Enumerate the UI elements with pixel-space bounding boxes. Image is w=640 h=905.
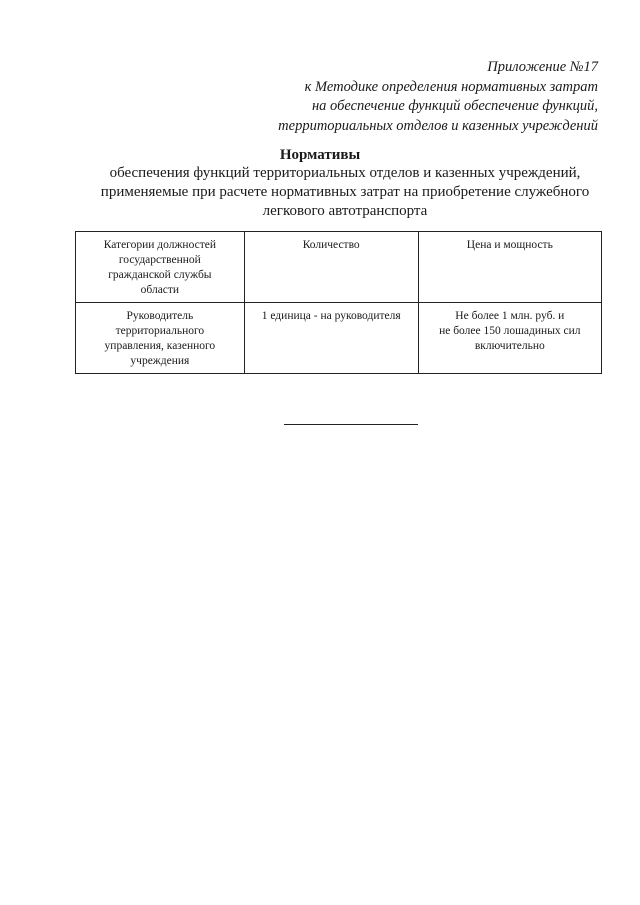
closing-divider-line bbox=[284, 424, 418, 425]
cell-line: управления, казенного bbox=[104, 340, 216, 352]
document-title: Нормативы bbox=[279, 147, 361, 163]
cell-line: Количество bbox=[302, 239, 360, 251]
subtitle-line: обеспечения функций территориальных отделов и казенных учреждений, bbox=[109, 165, 581, 181]
header-cell-position-categories bbox=[76, 232, 245, 303]
cell-line: территориального bbox=[115, 325, 205, 337]
cell-line: области bbox=[140, 284, 180, 296]
appendix-line: к Методике определения нормативных затрат bbox=[304, 78, 598, 95]
cell-position bbox=[76, 303, 245, 374]
cell-price-power bbox=[418, 303, 601, 374]
header-cell-quantity bbox=[244, 232, 418, 303]
header-cell-price-power bbox=[418, 232, 601, 303]
norms-table bbox=[75, 231, 602, 374]
cell-line: Не более 1 млн. руб. и bbox=[455, 310, 565, 322]
cell-line: Категории должностей bbox=[103, 239, 217, 251]
subtitle-line: применяемые при расчете нормативных затрат на приобретение служебного bbox=[100, 184, 590, 200]
subtitle-line: легкового автотранспорта bbox=[262, 203, 428, 219]
appendix-header bbox=[278, 58, 598, 136]
cell-line: учреждения bbox=[130, 355, 190, 367]
table-header-row bbox=[76, 232, 602, 303]
cell-line: Руководитель bbox=[126, 310, 194, 322]
cell-line: не более 150 лошадиных сил bbox=[439, 325, 581, 337]
appendix-number: Приложение №17 bbox=[487, 59, 598, 75]
cell-line: включительно bbox=[474, 340, 545, 352]
document-subtitle bbox=[80, 164, 610, 221]
cell-quantity bbox=[244, 303, 418, 374]
appendix-line: территориальных отделов и казенных учреждений bbox=[278, 117, 598, 134]
table-row bbox=[76, 303, 602, 374]
cell-line: государственной bbox=[118, 254, 201, 266]
cell-line: гражданской службы bbox=[108, 269, 212, 281]
cell-line: 1 единица - на руководителя bbox=[261, 310, 401, 322]
appendix-line: на обеспечение функций обеспечение функций, bbox=[311, 98, 598, 114]
cell-line: Цена и мощность bbox=[466, 239, 553, 251]
